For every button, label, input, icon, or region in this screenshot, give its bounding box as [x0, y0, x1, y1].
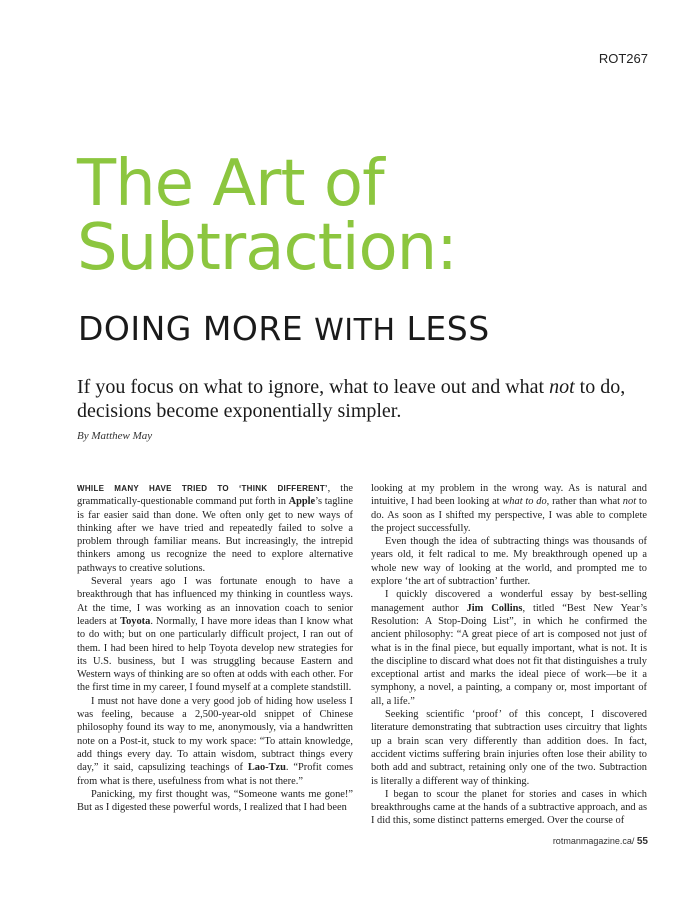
paragraph-text: to do. As soon as I shifted my perspective, I was able to complete the project successfully. — [371, 496, 647, 534]
paragraph — [77, 788, 353, 815]
paragraph-text: . “Profit comes from what is there, usefulness from what is not there.” — [77, 762, 353, 787]
paragraph — [77, 575, 353, 695]
article-subtitle — [78, 309, 490, 351]
paragraph-text: , the grammatically-questionable command put forth in — [77, 483, 353, 508]
body-column-left — [77, 482, 353, 814]
deck-text: to do, decisions become exponentially simpler. — [77, 376, 626, 422]
paragraph-text: Panicking, my first thought was, “Someone wants me gone!” But as I digested these powerful words, I realized that I had been — [77, 788, 353, 814]
paragraph-text: looking at my problem in the wrong way. As is natural and intuitive, I had been looking at — [371, 483, 647, 508]
paragraph-text: , titled “Best New Year’s Resolution: A Stop-Doing List”, in which he confirmed the ancient philosophy: “A great piece of art is composed not just of what is in the final piece, but equally important, what is not. It is the discipline to discard what does not fit that distinguishes a truly exceptional artist and marks the ideal piece of work—be it a symphony, a novel, a painting, a company or, most important of all, a life.” — [371, 602, 647, 707]
paragraph — [371, 588, 647, 708]
paragraph — [77, 695, 353, 788]
subtitle-word: DOING — [78, 309, 192, 348]
person-name: Lao-Tzu — [247, 762, 286, 774]
subtitle-word: WITH — [314, 313, 396, 348]
body-column-right — [371, 482, 647, 828]
paragraph-text: I must not have done a very good job of hiding how useless I was feeling, because a 2,500-year-old snippet of Chinese philosophy found its way to me, anonymously, via a handwritten note on a Post-it, stuck to my work space: “To attain knowledge, add things every day. To attain wisdom, subtract things every day,” it said, capsulizing teachings of — [77, 695, 353, 774]
article-deck — [77, 375, 637, 423]
paragraph — [371, 788, 647, 828]
page-footer — [553, 836, 648, 847]
lead-in: WHILE MANY HAVE TRIED TO ‘THINK DIFFERENT’ — [77, 484, 328, 493]
title-line-1: The Art of — [77, 147, 384, 221]
paragraph-text: Several years ago I was fortunate enough to have a breakthrough that has influenced my thinking in countless ways. At the time, I was working as an innovation coach to senior leaders at — [77, 576, 353, 627]
paragraph — [371, 482, 647, 535]
paragraph-text: I quickly discovered a wonderful essay by best-selling management author — [371, 589, 647, 614]
paragraph — [77, 482, 353, 575]
emphasis: not — [622, 496, 637, 508]
title-line-2: Subtraction: — [77, 211, 457, 285]
paragraph-text: I began to scour the planet for stories and cases in which breakthroughs came at the hands of a subtractive approach, and as I did this, some distinct patterns emerged. Over the course of — [371, 788, 647, 827]
paragraph-text: ’s tagline is far easier said than done. We often only get to new ways of thinking after we have tried and repeatedly failed to solve a problem through familiar means. But increasingly, the intrepid thinkers among us recognize the need to explore alternative pathways to creative solutions. — [77, 496, 353, 574]
subtitle-word: LESS — [406, 309, 490, 348]
paragraph-text: Even though the idea of subtracting things was thousands of years old, it felt radical to me. My breakthrough opened up a whole new way of looking at the world, and prompted me to explore ‘the art of subtraction’ further. — [371, 536, 647, 588]
paragraph-text: Seeking scientific ‘proof’ of this concept, I discovered literature demonstrating that subtraction uses circuitry that lights up a brain scan very differently than addition does. In fact, accident victims suffering brain injuries often lose their ability to both add and subtract, retaining only one of the two. Subtraction is literally a different way of thinking. — [371, 709, 647, 787]
article-title — [77, 147, 457, 285]
article-code: ROT267 — [598, 51, 648, 66]
deck-emphasis: not — [549, 376, 575, 398]
deck-text: If you focus on what to ignore, what to leave out and what — [77, 376, 550, 398]
page-number: 55 — [636, 836, 648, 847]
paragraph — [371, 708, 647, 788]
emphasis: what to do — [502, 496, 547, 508]
byline: By Matthew May — [77, 430, 153, 442]
paragraph-text: , rather than what — [546, 496, 623, 508]
paragraph-text: . Normally, I have more ideas than I know what to do with; but on one particularly difficult project, I ran out of them. I had been hired to help Toyota develop new strategies for its U.S. business, but I was struggling because Eastern and Western ways of thinking are so often at odds with each other. For the first time in my career, I found myself at a complete standstill. — [77, 615, 353, 694]
company-name: Toyota — [120, 615, 151, 627]
footer-site: rotmanmagazine.ca/ — [552, 836, 635, 846]
person-name: Jim Collins — [466, 602, 523, 614]
company-name: Apple — [288, 496, 316, 508]
paragraph — [371, 535, 647, 588]
subtitle-word: MORE — [202, 309, 304, 348]
